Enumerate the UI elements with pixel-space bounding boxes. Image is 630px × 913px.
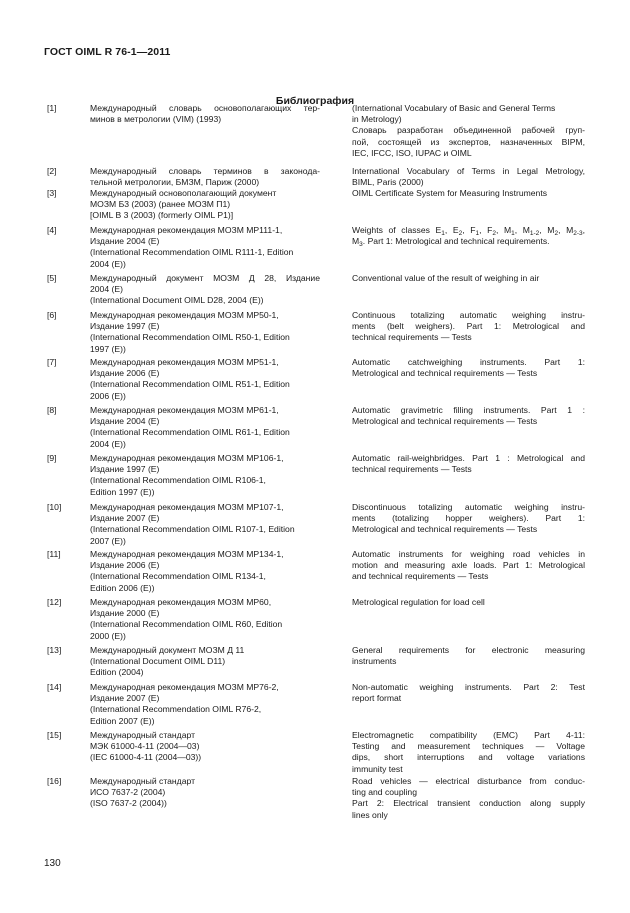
text-line: report format: [352, 693, 402, 704]
entry-number: [3]: [47, 188, 57, 198]
text-line: Международная рекомендация МОЗМ МР50-1,: [90, 310, 279, 320]
text-line: Continuous totalizing automatic weighing instru-: [352, 310, 585, 320]
entry-number: [8]: [47, 405, 57, 415]
entry-title: [352, 225, 585, 247]
text-line: 2006 (E)): [90, 390, 126, 401]
text-line: 2007 (E)): [90, 535, 126, 546]
text-line: in Metrology): [352, 114, 402, 125]
entry-title: [352, 188, 585, 199]
entry-source: [90, 682, 320, 727]
text-line: (International Document OIML D11): [90, 656, 226, 667]
entry-title: [352, 730, 585, 775]
document-code: ГОСТ OIML R 76-1—2011: [44, 46, 171, 58]
text-line: Международная рекомендация МОЗМ МР111-1,: [90, 225, 283, 235]
text-line: International Vocabulary of Terms in Legal Metrology,: [352, 166, 585, 176]
entry-title: [352, 549, 585, 583]
text-line: Edition 1997 (E)): [90, 486, 155, 497]
entry-number: [16]: [47, 776, 62, 786]
text-line: immunity test: [352, 763, 403, 774]
text-line: (International Recommendation OIML R106-1,: [90, 475, 266, 486]
text-line: Издание 2006 (E): [90, 368, 160, 379]
page-title: Библиография: [275, 95, 355, 107]
entry-source: [90, 103, 320, 125]
entry-number: [5]: [47, 273, 57, 283]
text-line: (International Recommendation OIML R107-1, Edition: [90, 524, 295, 535]
text-line: Conventional value of the result of weighing in air: [352, 273, 540, 283]
text-line: instruments: [352, 656, 397, 667]
text-line: тельной метрологии, БМЗМ, Париж (2000): [90, 177, 260, 188]
text-line: Издание 2007 (E): [90, 513, 160, 524]
text-line: ments (totalizing hopper weighers). Part 1:: [352, 513, 585, 524]
text-line: Edition 2006 (E)): [90, 582, 155, 593]
text-line: Международная рекомендация МОЗМ МР61-1,: [90, 405, 279, 415]
entry-title: [352, 453, 585, 475]
text-line: Международный словарь терминов в законода-: [90, 166, 320, 176]
entry-title: [352, 776, 585, 821]
text-line: ИСО 7637-2 (2004): [90, 787, 166, 798]
text-line: Edition 2007 (E)): [90, 715, 155, 726]
text-line: (International Recommendation OIML R61-1, Edition: [90, 427, 290, 438]
text-line: Словарь разработан объединенной рабочей груп-: [352, 125, 585, 136]
text-line: Metrological and technical requirements — Tests: [352, 524, 538, 535]
entry-title: [352, 405, 585, 427]
entry-title: [352, 166, 585, 188]
entry-title: [352, 682, 585, 704]
entry-title: [352, 502, 585, 536]
entry-title: [352, 273, 585, 284]
text-line: lines only: [352, 809, 388, 820]
entry-number: [11]: [47, 549, 61, 559]
entry-number: [2]: [47, 166, 57, 176]
text-line: (International Recommendation OIML R60, Edition: [90, 619, 283, 630]
text-line: Международная рекомендация МОЗМ МР107-1,: [90, 502, 284, 512]
text-line: Automatic catchweighing instruments. Part 1:: [352, 357, 585, 367]
text-line: 2004 (E): [90, 284, 123, 295]
text-line: Международный документ МОЗМ Д 11: [90, 645, 245, 655]
entry-source: [90, 730, 320, 764]
text-line: technical requirements — Tests: [352, 464, 472, 475]
entry-title: [352, 357, 585, 379]
entry-number: [12]: [47, 597, 62, 607]
text-line: Non-automatic weighing instruments. Part 2: Test: [352, 682, 585, 692]
text-line: Metrological and technical requirements — Tests: [352, 368, 538, 379]
text-line: dips, short interruptions and voltage variations: [352, 752, 585, 763]
entry-number: [1]: [47, 103, 57, 113]
text-line: пой, состоящей из экспертов, назначенных BIPM,: [352, 136, 585, 147]
text-line: (International Recommendation OIML R111-1, Edition: [90, 247, 294, 258]
text-line: Международный словарь основополагающих тер-: [90, 103, 320, 113]
text-line: Международная рекомендация МОЗМ МР51-1,: [90, 357, 279, 367]
entry-source: [90, 597, 320, 642]
text-line: 2004 (E)): [90, 438, 126, 449]
entry-number: [14]: [47, 682, 62, 692]
text-line: $M_3$. Part 1: Metrological and technical requirements.: [352, 236, 550, 249]
text-line: Metrological regulation for load cell: [352, 597, 485, 607]
text-line: (ISO 7637-2 (2004)): [90, 798, 167, 809]
text-line: Metrological and technical requirements — Tests: [352, 416, 538, 427]
text-line: Testing and measurement techniques — Voltage: [352, 741, 585, 752]
text-line: Weights of classes $E_1$, $E_2$, $F_1$, $F_2$, $M_1$, $M_{1-2}$, $M_2$, $M_{2-3}$,: [352, 225, 586, 237]
page-number: 130: [44, 858, 61, 869]
entry-source: [90, 776, 320, 810]
text-line: Automatic rail-weighbridges. Part 1 : Metrological and: [352, 453, 585, 463]
text-line: (International Recommendation OIML R51-1, Edition: [90, 379, 290, 390]
text-line: МОЗМ Б3 (2003) (ранее МОЗМ П1): [90, 199, 231, 210]
text-line: 2004 (E)): [90, 258, 126, 269]
text-line: Издание 2004 (E): [90, 236, 160, 247]
entry-source: [90, 166, 320, 188]
text-line: Международная рекомендация МОЗМ МР60,: [90, 597, 272, 607]
text-line: ments (belt weighers). Part 1: Metrological and: [352, 321, 585, 332]
text-line: 1997 (E)): [90, 343, 126, 354]
entry-source: [90, 645, 320, 679]
entry-source: [90, 502, 320, 547]
text-line: (International Document OIML D28, 2004 (E)): [90, 295, 264, 306]
entry-number: [15]: [47, 730, 62, 740]
text-line: МЭК 61000-4-11 (2004—03): [90, 741, 200, 752]
text-line: ting and coupling: [352, 787, 417, 798]
text-line: Издание 2000 (E): [90, 608, 160, 619]
entry-title: [352, 103, 585, 159]
text-line: Издание 2004 (E): [90, 416, 160, 427]
entry-number: [10]: [47, 502, 62, 512]
entry-number: [13]: [47, 645, 62, 655]
text-line: OIML Certificate System for Measuring Instruments: [352, 188, 548, 198]
text-line: Издание 1997 (E): [90, 321, 160, 332]
text-line: Международный документ МОЗМ Д 28, Издание: [90, 273, 320, 283]
text-line: Международная рекомендация МОЗМ МР134-1,: [90, 549, 284, 559]
entry-source: [90, 273, 320, 307]
text-line: General requirements for electronic measuring: [352, 645, 585, 655]
entry-number: [7]: [47, 357, 57, 367]
entry-number: [4]: [47, 225, 57, 235]
text-line: Международная рекомендация МОЗМ МР106-1,: [90, 453, 284, 463]
entry-source: [90, 188, 320, 222]
text-line: IEC, IFCC, ISO, IUPAC и OIML: [352, 147, 472, 158]
entry-source: [90, 405, 320, 450]
text-line: Electromagnetic compatibility (EMC) Part 4-11:: [352, 730, 585, 740]
text-line: BIML, Paris (2000): [352, 177, 424, 188]
text-line: Международный стандарт: [90, 776, 196, 786]
entry-title: [352, 645, 585, 667]
text-line: (International Vocabulary of Basic and General Terms: [352, 103, 556, 113]
entry-number: [9]: [47, 453, 57, 463]
text-line: (International Recommendation OIML R50-1, Edition: [90, 332, 290, 343]
text-line: (IEC 61000-4-11 (2004—03)): [90, 752, 202, 763]
text-line: 2000 (E)): [90, 630, 126, 641]
entry-number: [6]: [47, 310, 57, 320]
text-line: Discontinuous totalizing automatic weighing instru-: [352, 502, 585, 512]
entry-source: [90, 453, 320, 498]
entry-title: [352, 310, 585, 344]
text-line: (International Recommendation OIML R76-2,: [90, 704, 262, 715]
text-line: Международная рекомендация МОЗМ МР76-2,: [90, 682, 279, 692]
text-line: Международный стандарт: [90, 730, 196, 740]
text-line: Edition (2004): [90, 667, 144, 678]
text-line: Издание 2007 (E): [90, 693, 160, 704]
text-line: [OIML B 3 (2003) (formerly OIML P1)]: [90, 210, 234, 221]
text-line: and technical requirements — Tests: [352, 571, 489, 582]
text-line: technical requirements — Tests: [352, 332, 472, 343]
text-line: минов в метрологии (VIM) (1993): [90, 114, 222, 125]
entry-title: [352, 597, 585, 608]
text-line: Automatic gravimetric filling instruments. Part 1 :: [352, 405, 585, 415]
text-line: Automatic instruments for weighing road vehicles in: [352, 549, 585, 559]
entry-source: [90, 357, 320, 402]
text-line: Издание 2006 (E): [90, 560, 160, 571]
entry-source: [90, 549, 320, 594]
text-line: Международный основополагающий документ: [90, 188, 277, 198]
text-line: Part 2: Electrical transient conduction along supply: [352, 798, 585, 809]
entry-source: [90, 225, 320, 270]
text-line: (International Recommendation OIML R134-1,: [90, 571, 266, 582]
entry-source: [90, 310, 320, 355]
text-line: Издание 1997 (E): [90, 464, 160, 475]
text-line: motion and measuring axle loads. Part 1: Metrological: [352, 560, 585, 571]
text-line: Road vehicles — electrical disturbance from conduc-: [352, 776, 585, 786]
